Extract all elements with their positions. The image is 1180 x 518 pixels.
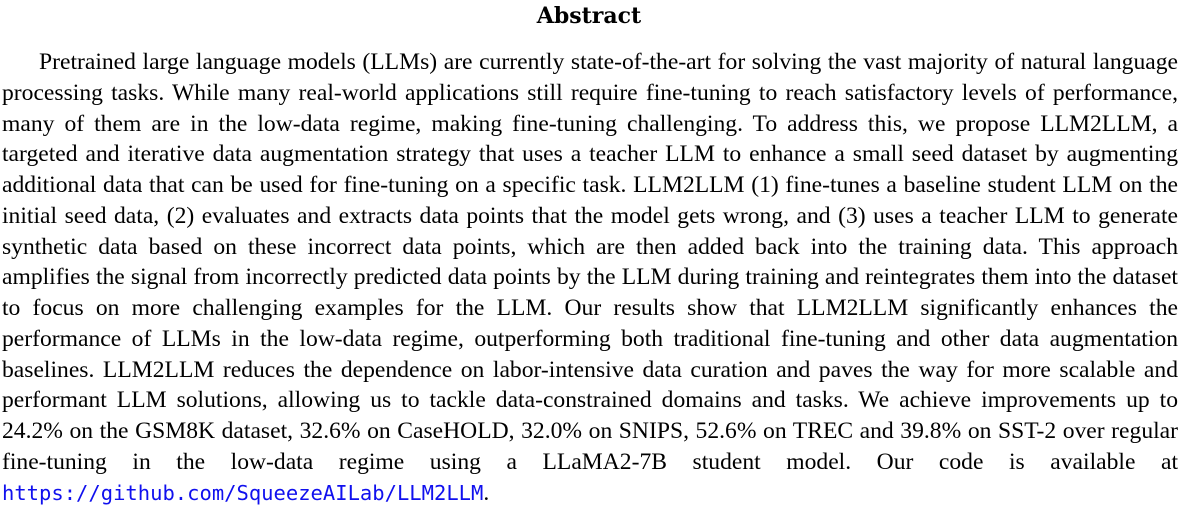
code-repository-link[interactable]: https://github.com/SqueezeAILab/LLM2LLM [2,480,484,505]
abstract-heading: Abstract [536,3,642,29]
abstract-text: Pretrained large language models (LLMs) are currently state-of-the-art for solving the vast majority of natural language processing tasks. While many real-world applications still require fine-tuning to reach satisfactory levels of performance, many of them are in the low-data regime, making fine-tuning challenging. To address this, we propose LLM2LLM, a targeted and iterative data augmentation strategy that uses a teacher LLM to enhance a small seed dataset by augmenting additional data that can be used for fine-tuning on a specific task. LLM2LLM (1) fine-tunes a baseline student LLM on the initial seed data, (2) evaluates and extracts data points that the model gets wrong, and (3) uses a teacher LLM to generate synthetic data based on these incorrect data points, which are then added back into the training data. This approach amplifies the signal from incorrectly predicted data points by the LLM during training and reintegrates them into the dataset to focus on more challenging examples for the LLM. Our results show that LLM2LLM significantly enhances the performance of LLMs in the low-data regime, outperforming both traditional fine-tuning and other data augmentation baselines. LLM2LLM reduces the dependence on labor-intensive data curation and paves the way for more scalable and performant LLM solutions, allowing us to tackle data-constrained domains and tasks. We achieve improvements up to 24.2% on the GSM8K dataset, 32.6% on CaseHOLD, 32.0% on SNIPS, 52.6% on TREC and 39.8% on SST-2 over regular fine-tuning in the low-data regime using a LLaMA2-7B student model. Our code is available at [2,49,1178,475]
abstract-body [2,47,1178,508]
abstract-closing-period: . [483,479,490,506]
